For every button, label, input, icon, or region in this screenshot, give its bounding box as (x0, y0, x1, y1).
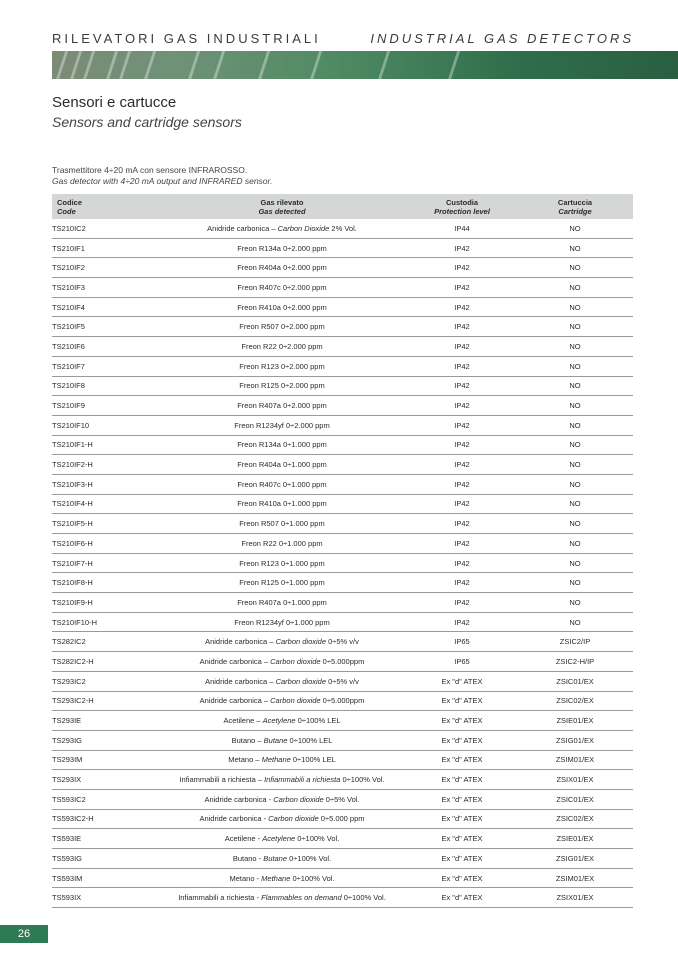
table-row (52, 317, 633, 337)
table-row (52, 652, 633, 672)
cell-code: TS593IM (52, 868, 157, 888)
cell-gas: Freon R125 0÷2.000 ppm (157, 376, 407, 396)
cell-gas: Freon R134a 0÷2.000 ppm (157, 238, 407, 258)
table-row (52, 711, 633, 731)
cell-code: TS593IX (52, 888, 157, 908)
cell-cartridge: NO (517, 494, 633, 514)
cell-cartridge: ZSIM01/EX (517, 868, 633, 888)
cell-gas: Freon R123 0÷2.000 ppm (157, 356, 407, 376)
cell-cartridge: NO (517, 219, 633, 238)
table-row (52, 671, 633, 691)
header-banner (52, 51, 678, 79)
cell-gas: Acetilene – Acetylene 0÷100% LEL (157, 711, 407, 731)
cell-gas: Metano – Methane 0÷100% LEL (157, 750, 407, 770)
cell-protection: Ex "d" ATEX (407, 750, 517, 770)
cell-protection: IP42 (407, 514, 517, 534)
cell-cartridge: NO (517, 396, 633, 416)
section-title: Sensori e cartucce (52, 94, 177, 111)
cell-gas: Anidride carbonica – Carbon dioxide 0÷5% v/v (157, 671, 407, 691)
table-row (52, 396, 633, 416)
cell-code: TS282IC2 (52, 632, 157, 652)
cell-gas: Freon R404a 0÷1.000 ppm (157, 455, 407, 475)
cell-cartridge: NO (517, 612, 633, 632)
cell-gas: Freon R22 0÷1.000 ppm (157, 534, 407, 554)
cell-protection: IP42 (407, 593, 517, 613)
table-row (52, 534, 633, 554)
cell-code: TS210IF3 (52, 278, 157, 298)
header-gas: Gas rilevato Gas detected (157, 194, 407, 219)
cell-code: TS293IX (52, 770, 157, 790)
cell-gas: Infiammabili a richiesta - Flammables on demand 0÷100% Vol. (157, 888, 407, 908)
cell-gas: Freon R507 0÷1.000 ppm (157, 514, 407, 534)
cell-cartridge: NO (517, 573, 633, 593)
cell-gas: Freon R407a 0÷2.000 ppm (157, 396, 407, 416)
cell-gas: Butano – Butane 0÷100% LEL (157, 730, 407, 750)
cell-cartridge: NO (517, 514, 633, 534)
cell-cartridge: NO (517, 415, 633, 435)
cell-protection: IP42 (407, 415, 517, 435)
header-code: Codice Code (52, 194, 157, 219)
cell-gas: Anidride carbonica – Carbon dioxide 0÷5.000ppm (157, 691, 407, 711)
cell-gas: Freon R1234yf 0÷1.000 ppm (157, 612, 407, 632)
cell-protection: IP42 (407, 356, 517, 376)
table-row (52, 573, 633, 593)
cell-cartridge: ZSIC02/EX (517, 691, 633, 711)
cell-protection: IP42 (407, 396, 517, 416)
cell-protection: IP42 (407, 258, 517, 278)
table-row (52, 553, 633, 573)
cell-protection: Ex "d" ATEX (407, 730, 517, 750)
cell-cartridge: NO (517, 553, 633, 573)
cell-protection: IP42 (407, 337, 517, 357)
page-number: 26 (0, 925, 48, 943)
cell-gas: Freon R404a 0÷2.000 ppm (157, 258, 407, 278)
cell-code: TS293IC2-H (52, 691, 157, 711)
table-row (52, 868, 633, 888)
cell-protection: IP42 (407, 612, 517, 632)
cell-code: TS210IF4-H (52, 494, 157, 514)
table-row (52, 632, 633, 652)
table-header-row (52, 194, 633, 219)
cell-cartridge: NO (517, 534, 633, 554)
cell-gas: Freon R123 0÷1.000 ppm (157, 553, 407, 573)
cell-gas: Anidride carbonica – Carbon Dioxide 2% Vol. (157, 219, 407, 238)
cell-code: TS210IF6 (52, 337, 157, 357)
table-row (52, 435, 633, 455)
section-subtitle: Sensors and cartridge sensors (52, 114, 242, 130)
cell-cartridge: NO (517, 258, 633, 278)
cell-protection: Ex "d" ATEX (407, 789, 517, 809)
cell-gas: Infiammabili a richiesta – Infiammabili a richiesta 0÷100% Vol. (157, 770, 407, 790)
cell-gas: Anidride carbonica – Carbon dioxide 0÷5.000ppm (157, 652, 407, 672)
cell-cartridge: ZSIX01/EX (517, 888, 633, 908)
cell-cartridge: NO (517, 337, 633, 357)
cell-gas: Freon R407c 0÷2.000 ppm (157, 278, 407, 298)
cell-cartridge: ZSIE01/EX (517, 711, 633, 731)
cell-code: TS210IF8 (52, 376, 157, 396)
cell-protection: Ex "d" ATEX (407, 711, 517, 731)
cell-gas: Freon R1234yf 0÷2.000 ppm (157, 415, 407, 435)
cell-cartridge: NO (517, 474, 633, 494)
table-row (52, 612, 633, 632)
cell-code: TS210IF9 (52, 396, 157, 416)
cell-protection: Ex "d" ATEX (407, 691, 517, 711)
cell-cartridge: ZSIC02/EX (517, 809, 633, 829)
table-row (52, 691, 633, 711)
cell-protection: IP42 (407, 376, 517, 396)
cell-protection: Ex "d" ATEX (407, 888, 517, 908)
cell-cartridge: NO (517, 356, 633, 376)
cell-code: TS293IC2 (52, 671, 157, 691)
cell-code: TS293IE (52, 711, 157, 731)
cell-cartridge: NO (517, 593, 633, 613)
cell-code: TS210IF7-H (52, 553, 157, 573)
table-row (52, 278, 633, 298)
cell-code: TS293IM (52, 750, 157, 770)
cell-protection: IP42 (407, 317, 517, 337)
cell-protection: Ex "d" ATEX (407, 809, 517, 829)
cell-code: TS210IF10 (52, 415, 157, 435)
table-row (52, 297, 633, 317)
cell-cartridge: ZSIC01/EX (517, 789, 633, 809)
cell-code: TS210IF2-H (52, 455, 157, 475)
cell-code: TS210IF2 (52, 258, 157, 278)
cell-gas: Freon R407c 0÷1.000 ppm (157, 474, 407, 494)
cell-protection: Ex "d" ATEX (407, 671, 517, 691)
table-row (52, 849, 633, 869)
cell-code: TS293IG (52, 730, 157, 750)
table-row (52, 888, 633, 908)
table-row (52, 258, 633, 278)
products-table (52, 194, 633, 908)
cell-protection: IP42 (407, 238, 517, 258)
table-row (52, 730, 633, 750)
cell-gas: Anidride carbonica – Carbon dioxide 0÷5% v/v (157, 632, 407, 652)
cell-code: TS210IF8-H (52, 573, 157, 593)
cell-code: TS593IC2-H (52, 809, 157, 829)
cell-cartridge: ZSIE01/EX (517, 829, 633, 849)
table-row (52, 474, 633, 494)
cell-cartridge: NO (517, 455, 633, 475)
cell-protection: Ex "d" ATEX (407, 829, 517, 849)
table-row (52, 238, 633, 258)
cell-gas: Freon R22 0÷2.000 ppm (157, 337, 407, 357)
cell-code: TS210IF6-H (52, 534, 157, 554)
cell-protection: IP42 (407, 435, 517, 455)
cell-protection: IP44 (407, 219, 517, 238)
table-row (52, 770, 633, 790)
cell-cartridge: NO (517, 297, 633, 317)
cell-code: TS593IE (52, 829, 157, 849)
cell-protection: Ex "d" ATEX (407, 868, 517, 888)
cell-gas: Freon R125 0÷1.000 ppm (157, 573, 407, 593)
cell-protection: IP42 (407, 573, 517, 593)
cell-cartridge: NO (517, 317, 633, 337)
running-header-it: RILEVATORI GAS INDUSTRIALI (52, 31, 321, 46)
cell-cartridge: NO (517, 278, 633, 298)
cell-code: TS210IF10-H (52, 612, 157, 632)
cell-protection: IP42 (407, 474, 517, 494)
cell-gas: Freon R410a 0÷1.000 ppm (157, 494, 407, 514)
running-header-en: INDUSTRIAL GAS DETECTORS (370, 31, 634, 46)
cell-protection: IP42 (407, 455, 517, 475)
cell-protection: IP42 (407, 534, 517, 554)
cell-code: TS210IF5-H (52, 514, 157, 534)
table-row (52, 219, 633, 238)
cell-protection: IP65 (407, 632, 517, 652)
cell-code: TS210IF1 (52, 238, 157, 258)
table-row (52, 494, 633, 514)
table-row (52, 829, 633, 849)
description-en: Gas detector with 4÷20 mA output and INFRARED sensor. (52, 176, 273, 186)
cell-gas: Freon R410a 0÷2.000 ppm (157, 297, 407, 317)
cell-gas: Anidride carbonica - Carbon dioxide 0÷5.000 ppm (157, 809, 407, 829)
table-row (52, 415, 633, 435)
cell-code: TS282IC2-H (52, 652, 157, 672)
cell-cartridge: ZSIC2/IP (517, 632, 633, 652)
header-cartridge: Cartuccia Cartridge (517, 194, 633, 219)
cell-code: TS210IF9-H (52, 593, 157, 613)
cell-cartridge: ZSIC2-H/IP (517, 652, 633, 672)
cell-protection: IP65 (407, 652, 517, 672)
cell-cartridge: ZSIC01/EX (517, 671, 633, 691)
cell-cartridge: NO (517, 238, 633, 258)
table-row (52, 455, 633, 475)
cell-protection: IP42 (407, 553, 517, 573)
cell-gas: Freon R507 0÷2.000 ppm (157, 317, 407, 337)
table-row (52, 593, 633, 613)
cell-code: TS210IF5 (52, 317, 157, 337)
cell-cartridge: ZSIM01/EX (517, 750, 633, 770)
table-row (52, 376, 633, 396)
cell-gas: Freon R407a 0÷1.000 ppm (157, 593, 407, 613)
cell-gas: Freon R134a 0÷1.000 ppm (157, 435, 407, 455)
table-row (52, 514, 633, 534)
cell-gas: Metano - Methane 0÷100% Vol. (157, 868, 407, 888)
cell-protection: Ex "d" ATEX (407, 770, 517, 790)
cell-code: TS210IF7 (52, 356, 157, 376)
cell-cartridge: ZSIG01/EX (517, 730, 633, 750)
table-row (52, 809, 633, 829)
cell-code: TS210IF1-H (52, 435, 157, 455)
cell-protection: Ex "d" ATEX (407, 849, 517, 869)
table-row (52, 750, 633, 770)
cell-code: TS210IC2 (52, 219, 157, 238)
cell-protection: IP42 (407, 278, 517, 298)
table-row (52, 356, 633, 376)
cell-cartridge: ZSIX01/EX (517, 770, 633, 790)
cell-gas: Acetilene - Acetylene 0÷100% Vol. (157, 829, 407, 849)
cell-code: TS210IF4 (52, 297, 157, 317)
header-protection: Custodia Protection level (407, 194, 517, 219)
cell-gas: Butano - Butane 0÷100% Vol. (157, 849, 407, 869)
table-row (52, 789, 633, 809)
cell-cartridge: NO (517, 376, 633, 396)
cell-code: TS593IC2 (52, 789, 157, 809)
cell-gas: Anidride carbonica - Carbon dioxide 0÷5% Vol. (157, 789, 407, 809)
table-row (52, 337, 633, 357)
cell-protection: IP42 (407, 494, 517, 514)
cell-cartridge: ZSIG01/EX (517, 849, 633, 869)
cell-code: TS593IG (52, 849, 157, 869)
cell-code: TS210IF3-H (52, 474, 157, 494)
description-it: Trasmettitore 4÷20 mA con sensore INFRAROSSO. (52, 165, 248, 175)
cell-cartridge: NO (517, 435, 633, 455)
cell-protection: IP42 (407, 297, 517, 317)
